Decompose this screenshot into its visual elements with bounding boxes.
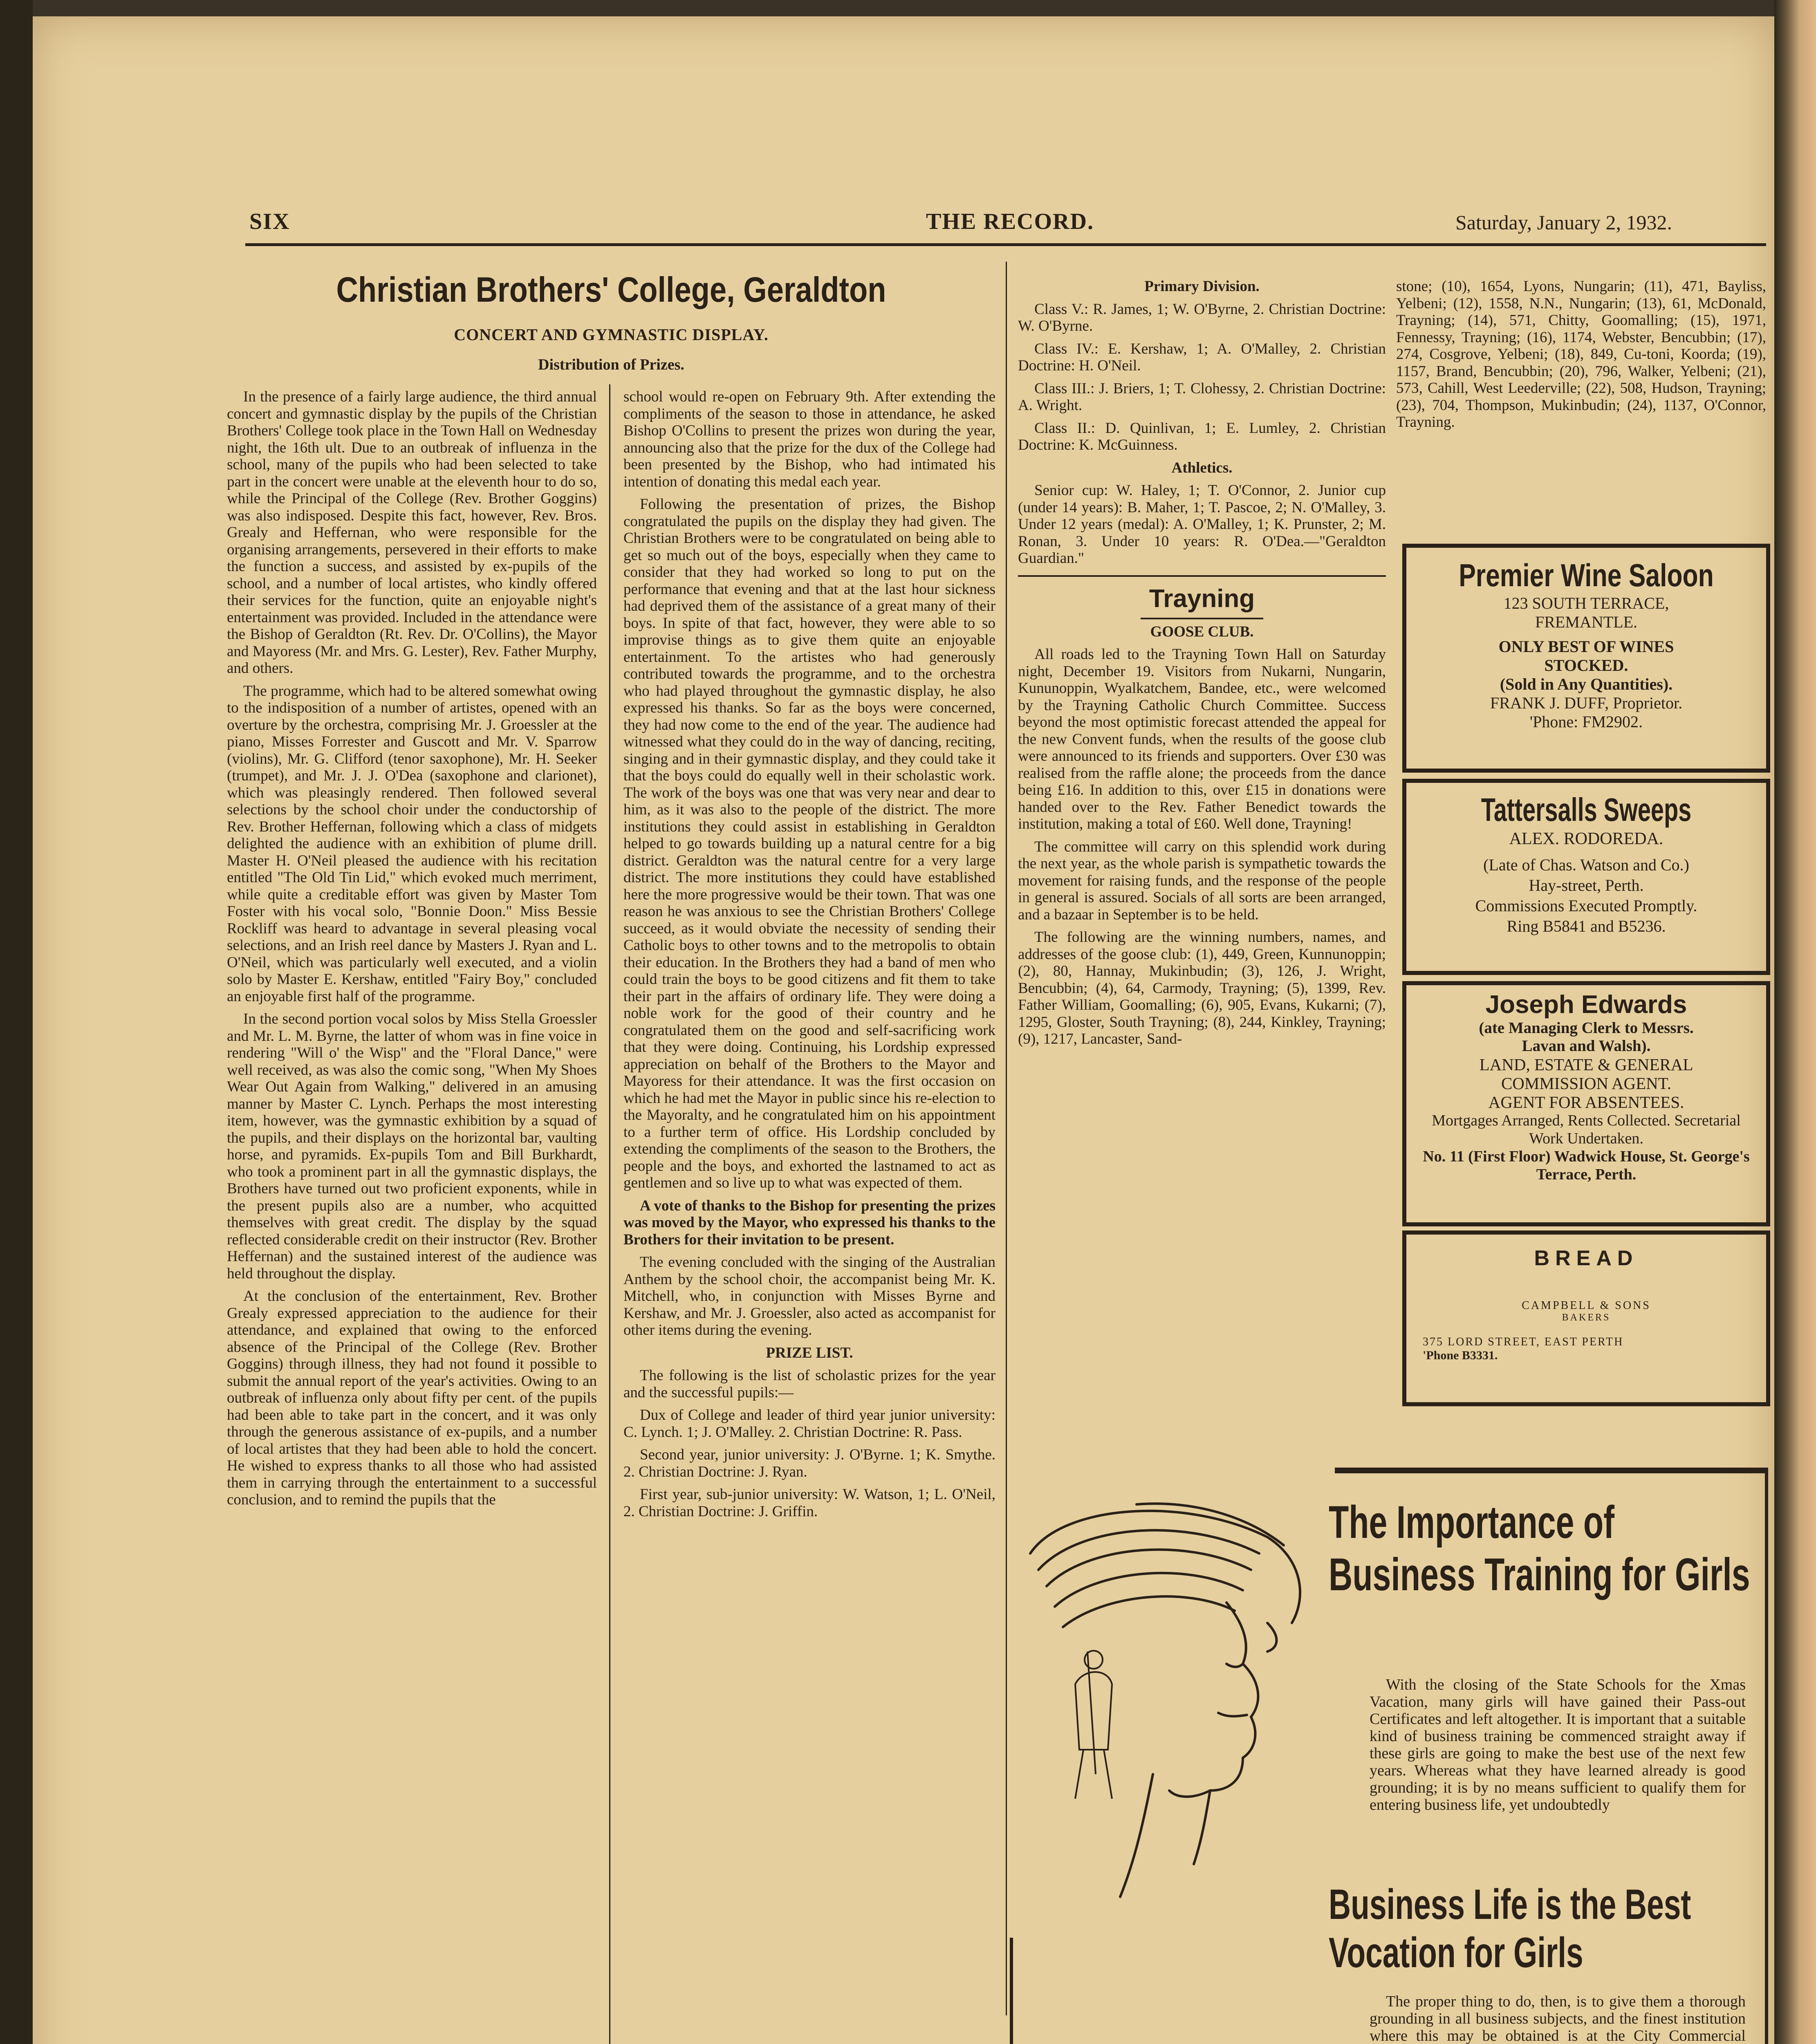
- ccc-ad: [1010, 1472, 1768, 2044]
- ccc-headline-1: The Importance of Business Training for Girls: [1329, 1497, 1750, 1600]
- paragraph: At the conclusion of the entertainment, Rev. Brother Grealy expressed appreciation to the audience for their attendance, and explained that owing to the enforced absence of the Principal of the College (Rev. Brother Goggins) through illness, they had not found it possible to submit the annual report of the year's activities. Owing to an outbreak of influenza only about fifty per cent. of the pupils had been able to take part in the concert, and it was only through the generous assistance of ex-pupils, and a number of local artistes that they had been able to hold the concert. He wished to express thanks to all those who had assisted them in carrying through the entertainment to a successful conclusion, and to remind the pupils that the: [227, 1288, 597, 1508]
- ad-line: Lavan and Walsh).: [1522, 1037, 1651, 1055]
- paragraph: The following is the list of scholastic prizes for the year and the successful pupils:—: [623, 1367, 995, 1401]
- ad-line: STOCKED.: [1544, 656, 1628, 675]
- paragraph: Dux of College and leader of third year junior university: C. Lynch. 1; J. O'Malley. 2. Christian Doctrine: R. Pass.: [623, 1407, 995, 1441]
- ad-title: BREAD: [1534, 1246, 1639, 1270]
- ad-line: (Late of Chas. Watson and Co.): [1483, 856, 1689, 874]
- paragraph: Class II.: D. Quinlivan, 1; E. Lumley, 2. Christian Doctrine: K. McGuinness.: [1018, 419, 1386, 453]
- athletics-heading: Athletics.: [1171, 459, 1233, 476]
- ad-left-rule: [1010, 1938, 1013, 2044]
- ccc-headline-2: Business Life is the Best Vocation for Girls: [1329, 1881, 1691, 1977]
- paragraph: Senior cup: W. Haley, 1; T. O'Connor, 2. Junior cup (under 14 years): B. Maher, 1; T. Pascoe, 2; N. O'Malley, 3. Under 12 years (medal): A. O'Malley, 1; K. Prunster, 2; M. Ronan, 3. Under 10 years: R. O'Dea.—"Geraldton Guardian.": [1018, 482, 1386, 567]
- masthead: THE RECORD.: [926, 209, 1094, 234]
- article-title: Christian Brothers' College, Geraldton: [336, 270, 886, 309]
- header-rule: [245, 243, 1766, 246]
- goose-club-heading: GOOSE CLUB.: [1150, 623, 1254, 640]
- ad-line: FRANK J. DUFF, Proprietor.: [1490, 694, 1683, 712]
- ad-line: (ate Managing Clerk to Messrs.: [1479, 1019, 1694, 1037]
- paragraph: Class V.: R. James, 1; W. O'Byrne, 2. Christian Doctrine: W. O'Byrne.: [1018, 300, 1386, 334]
- bread-ad: [1402, 1230, 1770, 1406]
- ad-line: 'Phone B3331.: [1423, 1349, 1498, 1362]
- paragraph: The evening concluded with the singing of the Australian Anthem by the school choir, the accompanist being Mr. K. Mitchell, who, in conjunction with Misses Byrne and Kershaw, and Mr. J. Groessler, also acted as accompanist for other items during the evening.: [623, 1254, 995, 1338]
- section-divider: [1018, 575, 1386, 577]
- ad-line: (Sold in Any Quantities).: [1500, 675, 1673, 693]
- paragraph: A vote of thanks to the Bishop for presenting the prizes was moved by the Mayor, who expressed his thanks to the Brothers for their invitation to be present.: [623, 1197, 995, 1248]
- ccc-paragraph-2: The proper thing to do, then, is to give them a thorough grounding in all business subjects, and the finest institution where this may be obtained is at the City Commercial: [1370, 1993, 1746, 2044]
- ad-line: No. 11 (First Floor) Wadwick House, St. George's Terrace, Perth.: [1423, 1148, 1750, 1183]
- ad-line: 375 LORD STREET, EAST PERTH: [1423, 1336, 1624, 1348]
- ad-line: AGENT FOR ABSENTEES.: [1488, 1093, 1684, 1112]
- ad-line: 123 SOUTH TERRACE,: [1503, 594, 1669, 612]
- ad-line: FREMANTLE.: [1535, 613, 1637, 631]
- ccc-paragraph-1: With the closing of the State Schools for the Xmas Vacation, many girls will have gained their Pass-out Certificates and left altogether. It is important that a suitable kind of business training be commenced straight away if these girls are going to make the best use of the next few years. Whereas what they have learned already is good grounding; it is by no means sufficient to qualify them for entering business life, yet undoubtedly: [1370, 1676, 1746, 1813]
- trayning-continued: [1396, 278, 1766, 544]
- ad-line: Ring B5841 and B5236.: [1507, 917, 1666, 935]
- paragraph: The following are the winning numbers, names, and addresses of the goose club: (1), 449, Green, Kunnunoppin; (2), 80, Hannay, Mukinbudin; (3), 126, J. Wright, Bencubbin; (4), 64, Carmody, Trayning; (5), 1399, Rev. Father William, Goomalling; (6), 905, Evans, Kukarni; (7), 1295, Gloster, South Trayning; (8), 244, Kinkley, Trayning; (9), 1217, Lancaster, Sand-: [1018, 929, 1386, 1047]
- paragraph: Second year, junior university: J. O'Byrne. 1; K. Smythe. 2. Christian Doctrine: J. Ryan.: [623, 1446, 995, 1480]
- ad-title: Premier Wine Saloon: [1459, 557, 1714, 593]
- ad-title: Joseph Edwards: [1485, 991, 1687, 1019]
- ad-line: 'Phone: FM2902.: [1529, 713, 1643, 731]
- binding-edge: [0, 0, 33, 2044]
- ad-line: BAKERS: [1562, 1312, 1611, 1323]
- ad-line: Mortgages Arranged, Rents Collected. Secretarial Work Undertaken.: [1432, 1112, 1741, 1147]
- column-rule: [609, 384, 610, 2044]
- ad-line: ONLY BEST OF WINES: [1498, 637, 1674, 656]
- paragraph: All roads led to the Trayning Town Hall on Saturday night, December 19. Visitors from Nukarni, Nungarin, Kununoppin, Wyalkatchem, Bandee, etc., were welcomed by the Trayning Catholic Church Committee. Success beyond the most optimistic forecast attended the appeal for the new Convent funds, when the results of the goose club were announced to its friends and supporters. Over £30 was realised from the raffle alone; the proceeds from the dance being £16. In addition to this, over £15 in donations were handed over to the Rev. Father Benedict towards the institution, making a total of £60. Well done, Trayning!: [1018, 646, 1386, 832]
- paragraph: Class III.: J. Briers, 1; T. Clohessy, 2. Christian Doctrine: A. Wright.: [1018, 380, 1386, 414]
- ad-title: Tattersalls Sweeps: [1481, 791, 1692, 828]
- ad-line: COMMISSION AGENT.: [1501, 1074, 1672, 1093]
- paragraph: Following the presentation of prizes, the Bishop congratulated the pupils on the display they had given. The Christian Brothers were to be congratulated on being able to get so much out of the boys, especially when they came to consider that they had worked so long to put on the performance that evening and that at the last hour sickness had deprived them of the assistance of a great many of their boys. In spite of that fact, however, they were able to so improvise things as to give them quite an enjoyable entertainment. To the artistes who had generously contributed towards the programme, and to the orchestra who had played throughout the gymnastic display, he also expressed his thanks. So far as the boys were concerned, they had now come to the end of the year. The audience had witnessed what they could do in the way of dancing, reciting, singing and in their gymnastic display, and they could take it that the boys could do equally well in their scholastic work. The work of the boys was one that was very near and dear to him, as it was also to the people of the district. The more institutions they could assist in establishing in Geraldton helped to go towards building up a natural centre for a big district. Geraldton was the natural centre for a very large district. The more institutions they could have established here the more progressive would be their town. That was one reason he was anxious to see the Christian Brothers' College succeed, as it would obviate the necessity of sending their Catholic boys to other towns and to the metropolis to obtain their education. In the Brothers they had a band of men who could train the boys to be good citizens and fit them to take their part in the affairs of ordinary life. They were doing a noble work for the good of their country and he congratulated them on the good and self-sacrificing work that they were doing. Continuing, his Lordship expressed appreciation on behalf of the Brothers to the Mayor and Mayoress for their attendance. It was the first occasion on which he had met the Mayor in public since his re-election to the Mayoralty, and he congratulated him on his appointment to a further term of office. His Lordship concluded by extending the compliments of the season to the Brothers, the people and the boys, and exhorted the lastnamed to act as gentlemen and so live up to what was expected of them.: [623, 496, 995, 1191]
- ad-line: CAMPBELL & SONS: [1522, 1299, 1651, 1312]
- page-number: SIX: [249, 209, 290, 234]
- ad-line: ALEX. RODOREDA.: [1509, 829, 1664, 848]
- page-right-edge: [1774, 0, 1816, 2044]
- paragraph: The committee will carry on this splendid work during the next year, as the whole parish is sympathetic towards the movement for raising funds, and the response of the people in general is assured. Socials of all sorts are been arranged, and a bazaar in September is to be held.: [1018, 838, 1386, 923]
- paragraph: In the second portion vocal solos by Miss Stella Groessler and Mr. L. M. Byrne, the latter of whom was in fine voice in rendering "Will o' the Wisp" and the "Floral Dance," were well received, as was also the comic song, "When My Shoes Wear Out Again from Walking," delivered in an amusing manner by Master C. Lynch. Perhaps the most interesting item, however, was the gymnastic exhibition by a squad of the pupils, and their displays on the horizontal bar, vaulting horse, and pyramids. Ex-pupils Tom and Bill Burkhardt, who took a prominent part in all the gymnastic displays, the Brothers have turned out two proficient exponents, while in the present pupils also are a number, who acquitted themselves with great credit. The display by the squad reflected considerable credit on their instructor (Rev. Brother Heffernan) and the sustained interest of the audience was held throughout the display.: [227, 1011, 597, 1282]
- prize-list-heading: PRIZE LIST.: [766, 1344, 853, 1361]
- ad-line: Commissions Executed Promptly.: [1475, 896, 1697, 915]
- article-column-1: [227, 388, 597, 2044]
- premier-wine-ad: [1402, 544, 1770, 773]
- paragraph: First year, sub-junior university: W. Watson, 1; L. O'Neil, 2. Christian Doctrine: J. Griffin.: [623, 1486, 995, 1520]
- article-subtitle: CONCERT AND GYMNASTIC DISPLAY.: [454, 325, 769, 344]
- column-rule: [1006, 262, 1007, 2015]
- paragraph: school would re-open on February 9th. After extending the compliments of the season to those in attendance, he asked Bishop O'Collins to present the prizes won during the year, announcing also that the prize for the dux of the College had been presented by the Bishop, who had intimated his intention of donating this medal each year.: [623, 388, 995, 490]
- ad-line: LAND, ESTATE & GENERAL: [1479, 1055, 1693, 1074]
- woman-sketch-illustration: [1014, 1488, 1325, 1938]
- paragraph: stone; (10), 1654, Lyons, Nungarin; (11), 471, Bayliss, Yelbeni; (12), 1558, N.N., Nungarin; (13), 61, McDonald, Trayning; (14), 571, Chitty, Goomalling; (15), 1971, Fennessy, Trayning; (16), 1174, Webster, Bencubbin; (17), 274, Cosgrove, Yelbeni; (18), 849, Cu-toni, Koorda; (19), 1157, Brand, Bencubbin; (20), 796, Walker, Yelbeni; (21), 573, Cahill, West Leederville; (22), 508, Hudson, Trayning; (23), 704, Thompson, Mukinbudin; (24), 1137, O'Connor, Trayning.: [1396, 278, 1766, 430]
- heading-underline: [1141, 618, 1263, 619]
- paragraph: The programme, which had to be altered somewhat owing to the indisposition of a number of artistes, opened with an overture by the orchestra, comprising Mr. J. Groessler at the piano, Misses Forrester and Guscott and Mr. V. Sparrow (violins), Mr. G. Clifford (tenor saxophone), Mr. H. Seeker (trumpet), and Mr. J. J. O'Dea (saxophone and clarionet), which was pleasingly rendered. Then followed several selections by the school choir under the conductorship of Rev. Brother Heffernan, following which a class of midgets delighted the audience with an exhibition of plume drill. Master H. O'Neil pleased the audience with his recitation entitled "The Old Tin Lid," which evoked much merriment, while quite a creditable effort was given by Master Tom Foster with his vocal solo, "Bonnie Doon." Miss Bessie Rockliff was heard to advantage in several pleasing vocal selections, and an Irish reel dance by Masters J. Ryan and L. O'Neil, which was particularly well executed, and a violin solo by Master E. Kershaw, entitled "Fairy Boy," concluded an enjoyable first half of the programme.: [227, 682, 597, 1005]
- issue-date: Saturday, January 2, 1932.: [1455, 211, 1672, 234]
- paragraph: Class IV.: E. Kershaw, 1; A. O'Malley, 2. Christian Doctrine: H. O'Neil.: [1018, 340, 1386, 374]
- tattersalls-ad: [1402, 779, 1770, 975]
- primary-division-heading: Primary Division.: [1144, 278, 1260, 295]
- joseph-edwards-ad: [1402, 981, 1770, 1226]
- paragraph: In the presence of a fairly large audience, the third annual concert and gymnastic display by the pupils of the Christian Brothers' College took place in the Town Hall on Wednesday night, the 16th ult. Due to an outbreak of influenza in the school, many of the pupils who had been selected to take part in the concert were unable at the eleventh hour to do so, while the Principal of the College (Rev. Brother Goggins) was also indisposed. Despite this fact, however, Rev. Bros. Grealy and Heffernan, who were responsible for the organising arrangements, persevered in their efforts to make the function a success, and assisted by ex-pupils of the school, and a number of local artistes, who kindly offered their services for the function, quite an enjoyable night's entertainment was provided. Included in the attendance were the Bishop of Geraldton (Rt. Rev. Dr. O'Collins), the Mayor and Mayoress (Mr. and Mrs. G. Lester), Rev. Father Murphy, and others.: [227, 388, 597, 677]
- trayning-heading: Trayning: [1149, 584, 1255, 613]
- article-column-2: [623, 388, 995, 2044]
- ad-line: Hay-street, Perth.: [1529, 876, 1644, 894]
- section-heading: Distribution of Prizes.: [538, 356, 684, 373]
